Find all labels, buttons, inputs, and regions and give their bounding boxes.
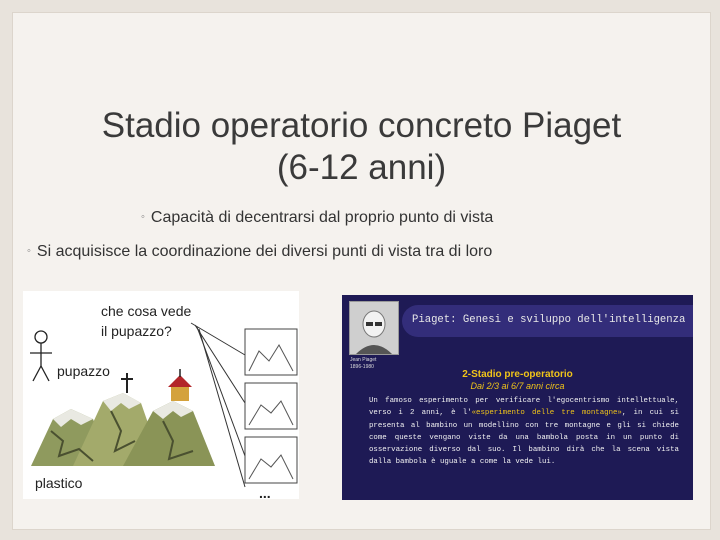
piaget-photo [349,301,399,355]
question-line-1: che cosa vede [101,303,192,319]
bullet-marker: ◦ [27,245,31,257]
piaget-panel [342,295,693,500]
paragraph-text-2: , in cui si presenta al bambino un modellino con tre montagne e gli si chiede come queste vengano viste da una bambola posta in un punto di osservazione diverso dal suo. Il bambino dirà che la scena vista dalla bambola è uguale a come la vede lui. [369,409,679,467]
panel-header: Piaget: Genesi e sviluppo dell'intelligenza [412,314,686,326]
ellipsis: ... [259,485,271,501]
doll-figure [30,331,52,381]
bullet-2 [27,243,492,261]
photo-caption-name: Jean Piaget [350,357,377,363]
bullet-1 [141,209,493,227]
paragraph-text-1: Un famoso esperimento per verificare l'egocentrismo intellettuale, verso i 2 anni, è l' [369,397,679,418]
experiment-paragraph [369,395,679,469]
bullet-marker: ◦ [141,211,145,223]
slide [12,12,711,530]
title-line-1: Stadio operatorio concreto Piaget [101,106,622,145]
bullet-2-text: Si acquisisce la coordinazione dei diversi punti di vista tra di loro [36,243,493,260]
view-option-boxes [245,329,297,483]
question-line-2: il pupazzo? [101,323,172,339]
bullet-1-text: Capacità di decentrarsi dal proprio punto di vista [150,209,494,226]
mountain-model [31,369,215,466]
slide-title [13,105,710,189]
photo-caption-years: 1896-1980 [350,364,374,370]
stage-title: 2-Stadio pre-operatorio [462,369,573,380]
stage-ages: Dai 2/3 ai 6/7 anni circa [470,381,565,391]
title-line-2: (6-12 anni) [276,148,447,187]
doll-label: pupazzo [57,363,110,379]
three-mountains-diagram [23,291,299,499]
paragraph-highlight: «esperimento delle tre montagne» [471,409,622,418]
model-label: plastico [35,475,83,491]
portrait-icon [350,302,398,354]
